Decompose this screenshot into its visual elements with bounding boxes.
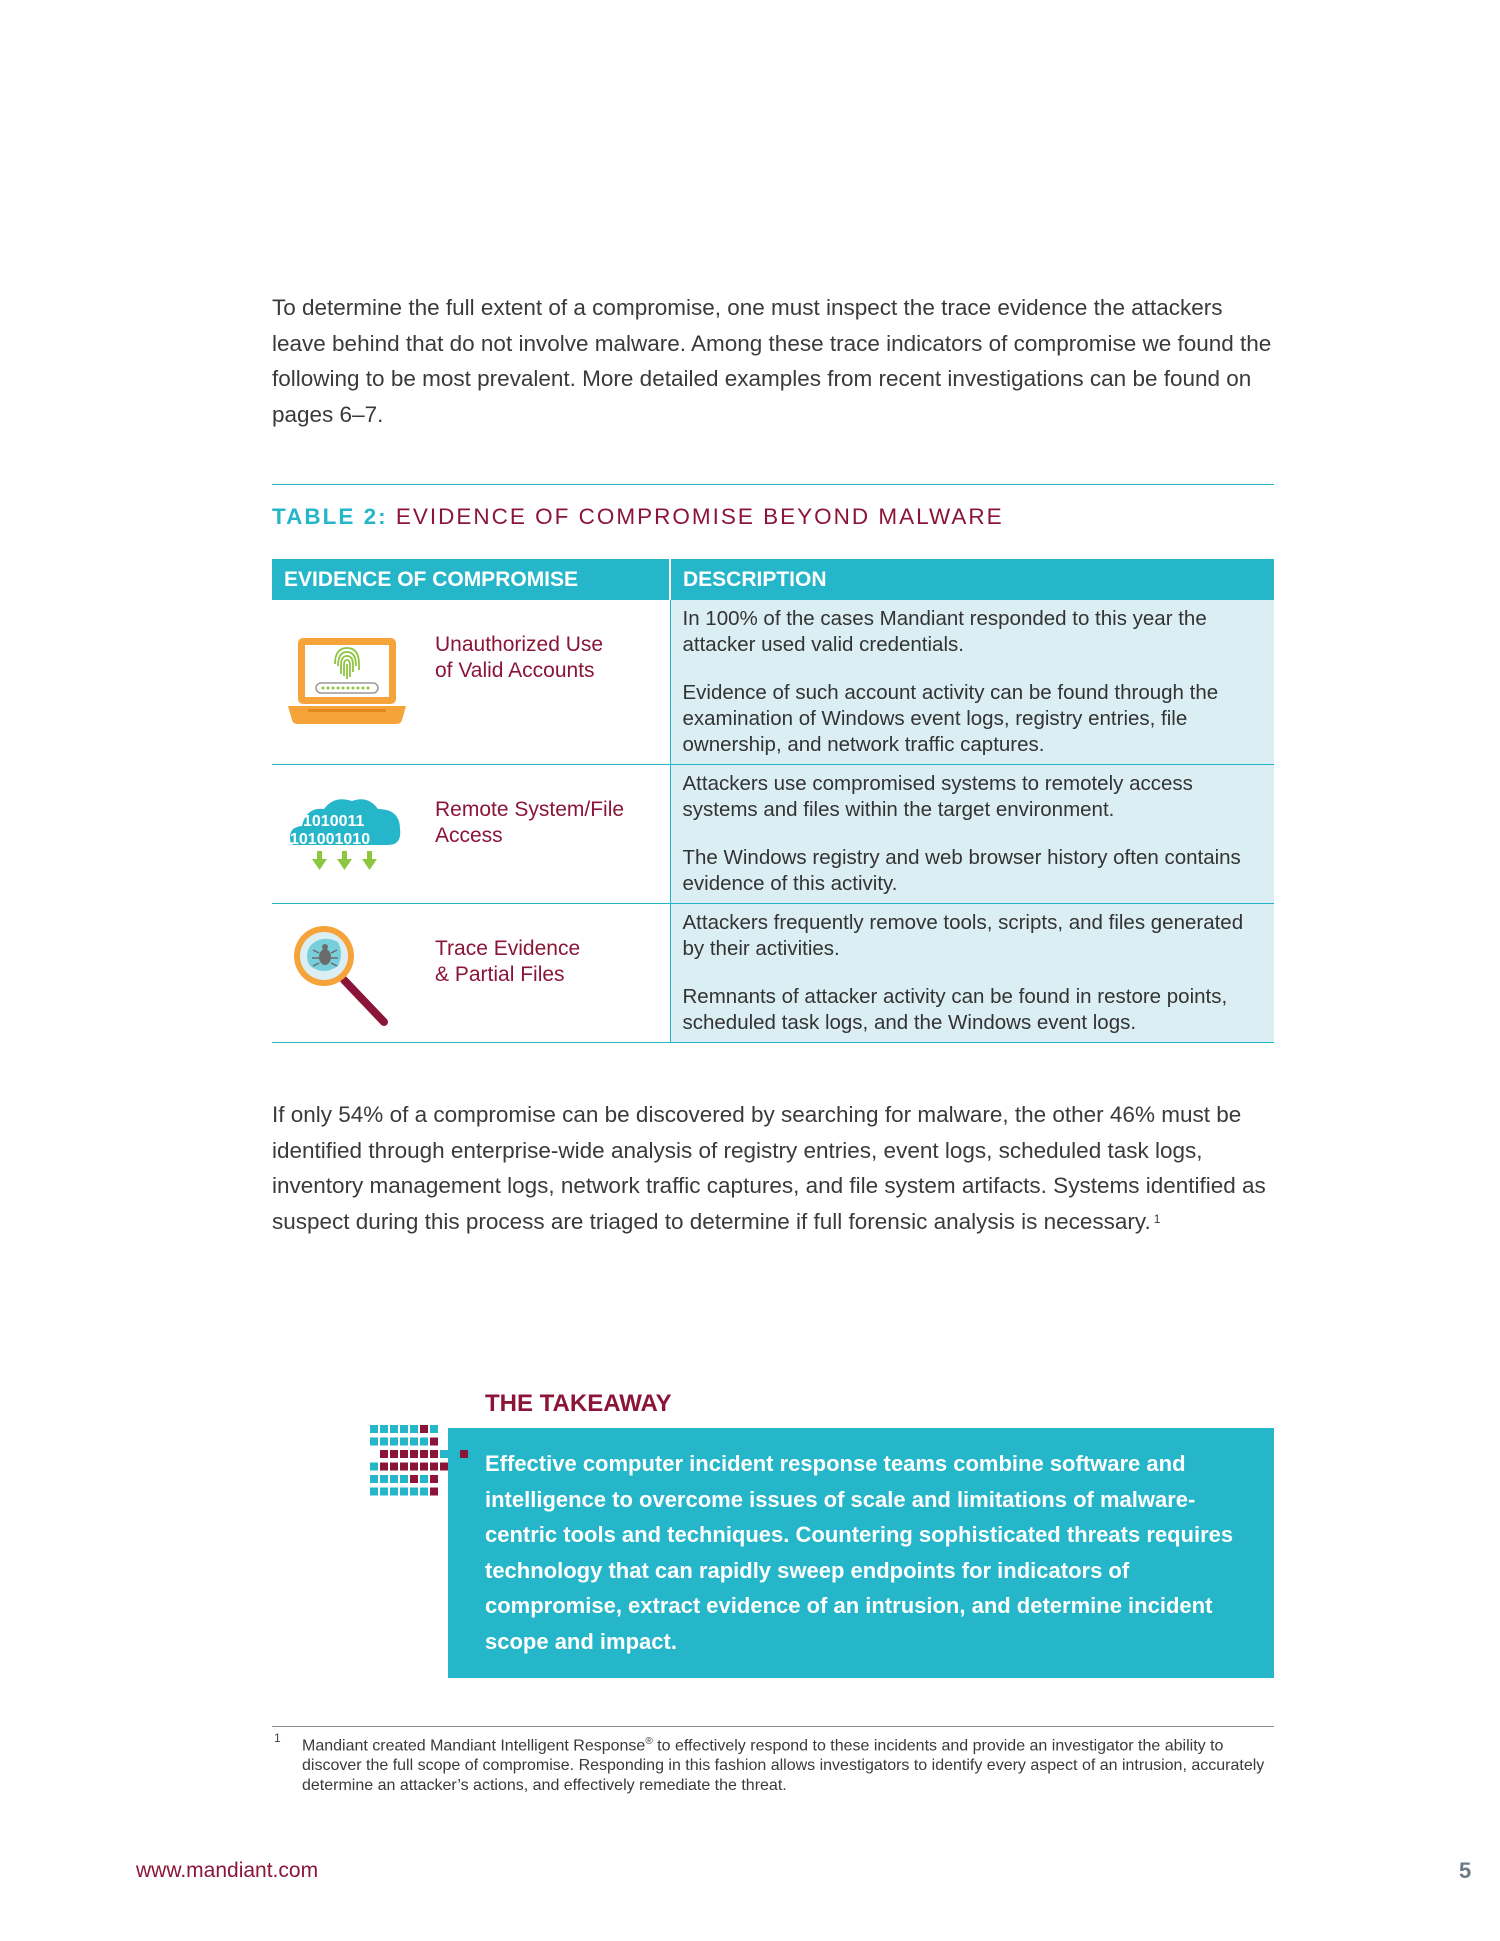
pixel-square (410, 1488, 418, 1496)
pixel-square (380, 1475, 388, 1483)
evidence-label (435, 936, 645, 988)
footnote-text (302, 1732, 1277, 1796)
description-text: Attackers frequently remove tools, scripts, and files generated by their activities. (682, 911, 1244, 960)
pixel-square (370, 1438, 378, 1446)
pixel-square (430, 1463, 438, 1471)
body-paragraph-text: If only 54% of a compromise can be discovered by searching for malware, the other 46% must be identified through enterprise-wide analysis of registry entries, event logs, scheduled task logs, inventory management logs, network traffic captures, and file system artifacts. Systems identified as suspect during this process are triaged to determine if full forensic analysis is necessary. (272, 1102, 1266, 1234)
description-text: The Windows registry and web browser history often contains evidence of this activity. (682, 846, 1241, 895)
registered-mark: ® (645, 1736, 653, 1747)
pixel-square (430, 1425, 438, 1433)
pixel-square (440, 1450, 448, 1458)
pixel-square (420, 1450, 428, 1458)
pixel-square (370, 1488, 378, 1496)
evidence-label-line: Unauthorized Use (435, 633, 604, 656)
page-number: 5 (1459, 1858, 1472, 1883)
pixel-square (400, 1475, 408, 1483)
pixel-square (420, 1463, 428, 1471)
pixel-square (410, 1450, 418, 1458)
pixel-square (390, 1488, 398, 1496)
takeaway-title: THE TAKEAWAY (485, 1390, 672, 1417)
pixel-square (380, 1463, 388, 1471)
pixel-square (400, 1450, 408, 1458)
pixel-square (370, 1425, 378, 1433)
evidence-label-line: of Valid Accounts (435, 659, 595, 682)
evidence-label-line: & Partial Files (435, 963, 565, 986)
description-text: Attackers use compromised systems to remotely access systems and files within the target environment. (682, 772, 1193, 821)
pixel-square (380, 1488, 388, 1496)
binary-text-line-1: 1010011 (303, 813, 365, 830)
pixel-square (420, 1438, 428, 1446)
takeaway-text: Effective computer incident response teams combine software and intelligence to overcome issues of scale and limitations of malware-centric tools and techniques. Countering sophisticated threats requires technology that can rapidly sweep endpoints for indicators of compromise, extract evidence of an intrusion, and determine incident scope and impact. (485, 1451, 1234, 1654)
pixel-square (390, 1450, 398, 1458)
pixel-square (400, 1438, 408, 1446)
pixel-square (400, 1488, 408, 1496)
table-row (272, 904, 1274, 1043)
table-header-row (272, 559, 1274, 600)
evidence-cell (272, 600, 670, 765)
pixel-square (400, 1463, 408, 1471)
evidence-label (435, 797, 645, 849)
description-text: Remnants of attacker activity can be found in restore points, scheduled task logs, and the Windows event logs. (682, 985, 1228, 1034)
pixel-square (410, 1425, 418, 1433)
intro-paragraph: To determine the full extent of a compromise, one must inspect the trace evidence the attackers leave behind that do not involve malware. Among these trace indicators of compromise we found the following to be most prevalent. More detailed examples from recent investigations can be found on pages 6–7. (272, 295, 1272, 427)
pixel-square (390, 1463, 398, 1471)
footnote-text-part: Mandiant created Mandiant Intelligent Response (302, 1737, 646, 1755)
pixel-square (380, 1425, 388, 1433)
pixel-square (390, 1475, 398, 1483)
table-row (272, 765, 1274, 904)
pixel-square (460, 1450, 468, 1458)
pixel-square (420, 1425, 428, 1433)
pixel-square (380, 1450, 388, 1458)
body-paragraph (272, 1097, 1282, 1239)
footnote-number: 1 (274, 1731, 281, 1745)
pixel-square (410, 1463, 418, 1471)
pixel-square (380, 1438, 388, 1446)
evidence-label-line: Trace Evidence (435, 937, 581, 960)
pixel-square (430, 1488, 438, 1496)
description-text: In 100% of the cases Mandiant responded to this year the attacker used valid credentials. (682, 607, 1207, 656)
table-number: TABLE 2: (272, 504, 388, 529)
evidence-label (435, 632, 645, 684)
pixel-square (410, 1438, 418, 1446)
pixel-square (440, 1463, 448, 1471)
evidence-table (272, 559, 1274, 1043)
pixel-square (400, 1425, 408, 1433)
pixel-square (390, 1425, 398, 1433)
pixel-square (430, 1450, 438, 1458)
table-row (272, 600, 1274, 765)
evidence-label-line: Remote System/File (435, 798, 625, 821)
pixel-square (410, 1475, 418, 1483)
pixel-square (370, 1475, 378, 1483)
description-cell (670, 765, 1274, 904)
description-cell (670, 600, 1274, 765)
pixel-square (370, 1463, 378, 1471)
table-title: EVIDENCE OF COMPROMISE BEYOND MALWARE (395, 504, 1004, 529)
pixel-square (430, 1475, 438, 1483)
footnote-text-part: to effectively respond to these incidents and provide an investigator the ability to discover the full scope of compromise. Responding in this fashion allows investigators to identify every aspect of an intrusion, accurately determine an attacker’s actions, and effectively remediate the threat. (302, 1737, 1265, 1795)
laptop-fingerprint-icon (286, 636, 408, 733)
description-cell (670, 904, 1274, 1043)
evidence-label-line: Access (435, 824, 503, 847)
magnifier-bug-icon (288, 918, 398, 1035)
footnote-ref[interactable]: 1 (1153, 1211, 1161, 1226)
column-header-description: DESCRIPTION (670, 559, 1274, 600)
binary-cloud-download-icon (288, 793, 404, 880)
table-top-rule (272, 484, 1274, 485)
table-caption (272, 504, 1004, 530)
footer-url-link[interactable]: www.mandiant.com (136, 1859, 319, 1882)
pixel-square (420, 1475, 428, 1483)
evidence-cell (272, 765, 670, 904)
footnote-rule (272, 1726, 1274, 1727)
pixel-square (420, 1488, 428, 1496)
column-header-evidence: EVIDENCE OF COMPROMISE (272, 559, 670, 600)
description-text: Evidence of such account activity can be found through the examination of Windows event logs, registry entries, file ownership, and network traffic captures. (682, 681, 1219, 756)
pixel-square (390, 1438, 398, 1446)
pixel-square (430, 1438, 438, 1446)
evidence-cell (272, 904, 670, 1043)
pixel-grid-icon (370, 1425, 470, 1506)
binary-text-line-2: 101001010 (290, 831, 371, 848)
